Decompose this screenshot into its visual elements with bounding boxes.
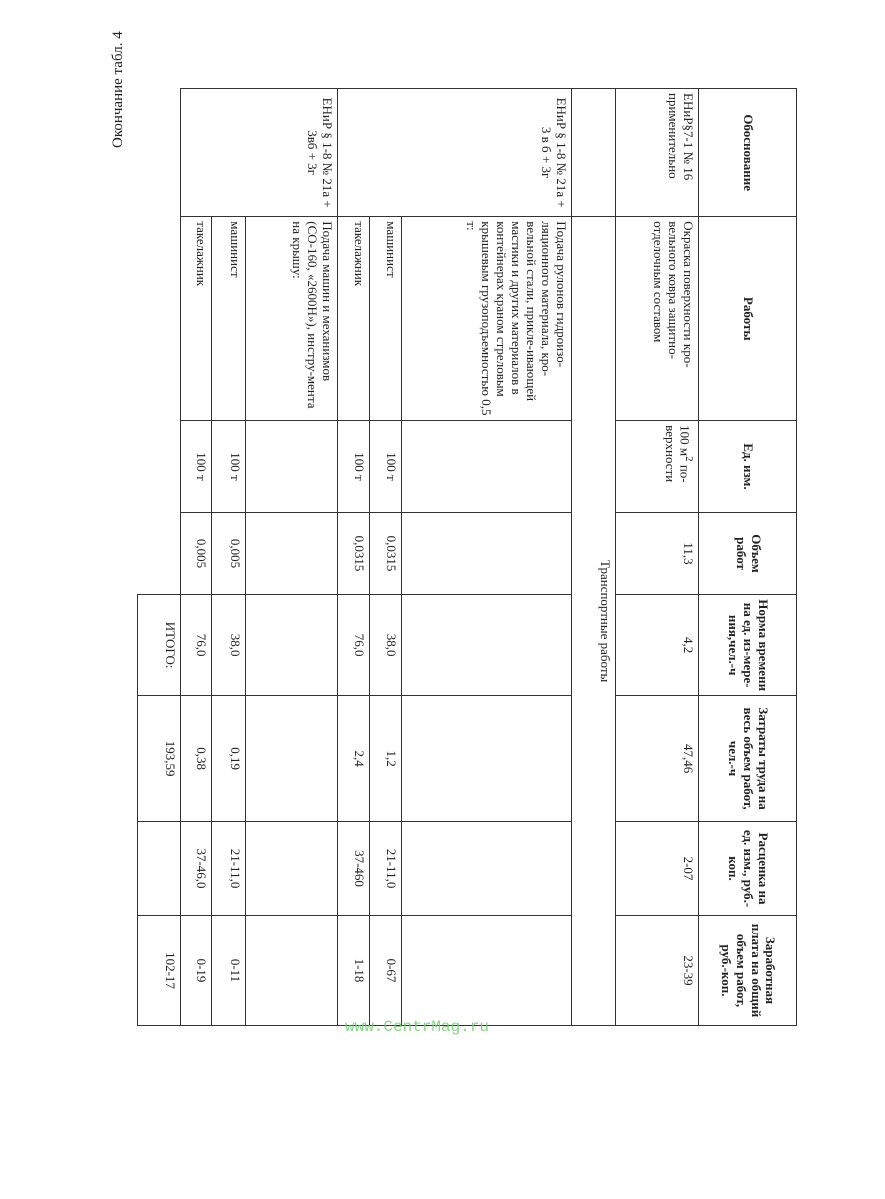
section-row <box>571 89 616 1026</box>
cell-unit: 100 т <box>337 421 369 513</box>
table-row <box>369 89 401 1026</box>
header-row <box>699 89 797 1026</box>
header-rate: Расценка на ед. изм., руб.-коп. <box>699 822 797 916</box>
cell-works: Подача рулонов гидроизо-ляционного материала, кро-вельной стали, прикле-ивающей мастики и других материалов в контейнерах краном стреловым крышевым грузоподъемностью 0,5 т: <box>401 217 571 421</box>
cell-works: машинист <box>212 217 246 421</box>
cell-labor: 0,19 <box>212 696 246 822</box>
cell-rate: 2-07 <box>616 822 699 916</box>
header-works: Работы <box>699 217 797 421</box>
cell-unit: 100 т <box>369 421 401 513</box>
cell-unit: 100 т <box>180 421 212 513</box>
cell-salary: 0-19 <box>180 915 212 1025</box>
cell-volume: 0,005 <box>180 512 212 594</box>
cell-salary: 0-67 <box>369 915 401 1025</box>
cell-basis: ЕНиР§7-1 № 16 применительно <box>616 89 699 217</box>
table-row <box>401 89 571 1026</box>
table-row <box>337 89 369 1026</box>
header-salary: Заработная плата на общий объем работ, руб.-коп. <box>699 915 797 1025</box>
cell-works: Подача машин и механизмов (СО-160, «2600Н»), инстру-мента на крышу: <box>246 217 337 421</box>
total-labor: 193,59 <box>138 696 181 822</box>
cell-volume: 0,0315 <box>369 512 401 594</box>
total-label: ИТОГО: <box>138 595 181 696</box>
cell-volume: 0,0315 <box>337 512 369 594</box>
cell-works: такелажник <box>180 217 212 421</box>
cell-rate: 37-46,0 <box>180 822 212 916</box>
rotated-table-container <box>137 88 797 1026</box>
table-row <box>212 89 246 1026</box>
cell-salary: 23-39 <box>616 915 699 1025</box>
cell-norm: 4,2 <box>616 595 699 696</box>
cell-norm: 76,0 <box>337 595 369 696</box>
cell-volume: 0,005 <box>212 512 246 594</box>
cell-volume: 11,3 <box>616 512 699 594</box>
cell-norm: 38,0 <box>369 595 401 696</box>
header-unit: Ед. изм. <box>699 421 797 513</box>
cell-labor: 47,46 <box>616 696 699 822</box>
total-salary: 102-17 <box>138 915 181 1025</box>
header-volume: Объем работ <box>699 512 797 594</box>
labor-cost-table <box>137 88 797 1026</box>
cell-rate: 21-11,0 <box>369 822 401 916</box>
cell-labor: 2,4 <box>337 696 369 822</box>
cell-labor: 0,38 <box>180 696 212 822</box>
table-caption: Окончание табл. 4 <box>110 31 126 148</box>
section-title: Транспортные работы <box>571 217 616 1026</box>
table-row <box>246 89 337 1026</box>
header-labor: Затраты труда на весь объем работ, чел.-ч <box>699 696 797 822</box>
table-row <box>180 89 212 1026</box>
cell-works: такелажник <box>337 217 369 421</box>
table-row <box>616 89 699 1026</box>
cell-unit: 100 т <box>212 421 246 513</box>
header-norm: Норма времени на ед. из-мере-ния,чел.-ч <box>699 595 797 696</box>
cell-labor: 1,2 <box>369 696 401 822</box>
cell-norm: 76,0 <box>180 595 212 696</box>
cell-norm: 38,0 <box>212 595 246 696</box>
header-basis: Обоснование <box>699 89 797 217</box>
cell-rate: 37-460 <box>337 822 369 916</box>
cell-works: Окраска поверхности кро-вельного ковра защитно-отделочным составом <box>616 217 699 421</box>
cell-basis: ЕНиР § 1-8 № 21а + 3вб + 3г <box>180 89 337 217</box>
cell-basis: ЕНиР § 1-8 № 21а + 3 в б + 3г <box>337 89 571 217</box>
cell-rate: 21-11,0 <box>212 822 246 916</box>
cell-salary: 0-11 <box>212 915 246 1025</box>
cell-works: машинист <box>369 217 401 421</box>
cell-salary: 1-18 <box>337 915 369 1025</box>
cell-unit: 100 $м^2$ по-верхности <box>616 421 699 513</box>
total-row <box>138 89 181 1026</box>
watermark: www.CentrMag.ru <box>345 1018 490 1036</box>
